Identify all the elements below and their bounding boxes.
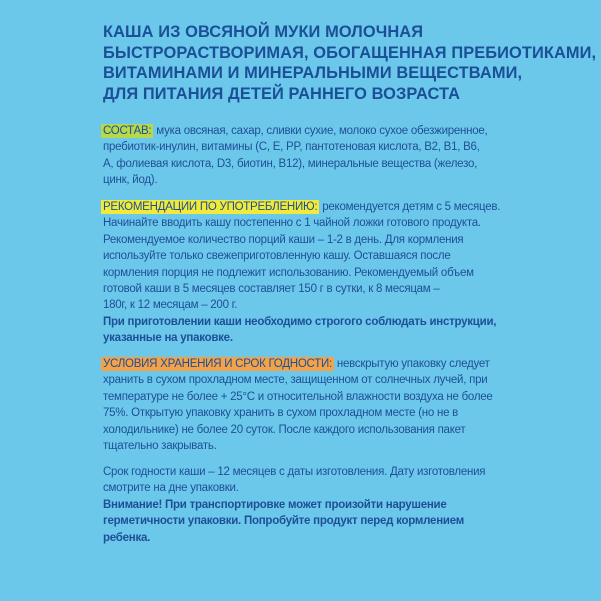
storage-text: температуре не более + 25°С и относительной влажности воздуха не более <box>103 390 493 403</box>
storage-text: тщательно закрывать. <box>103 440 217 453</box>
storage-text: невскрытую упаковку следует <box>333 358 490 370</box>
storage-label: УСЛОВИЯ ХРАНЕНИЯ И СРОК ГОДНОСТИ: <box>103 358 332 370</box>
usage-text: используйте только свежеприготовленную кашу. Оставшаяся после <box>103 250 451 263</box>
product-title <box>103 22 597 104</box>
title-line: ВИТАМИНАМИ И МИНЕРАЛЬНЫМИ ВЕЩЕСТВАМИ, <box>103 64 523 82</box>
composition-text: пребиотик-инулин, витамины (С, Е, PP, пантотеновая кислота, В2, В1, В6, <box>103 141 480 154</box>
storage-section <box>103 356 513 454</box>
usage-text: Начинайте вводить кашу постепенно с 1 чайной ложки готового продукта. <box>103 217 481 230</box>
usage-text: готовой каши в 5 месяцев составляет 150 г в сутки, к 8 месяцам – <box>103 283 440 296</box>
title-line: ДЛЯ ПИТАНИЯ ДЕТЕЙ РАННЕГО ВОЗРАСТА <box>103 84 461 103</box>
storage-text: холодильнике) не более 20 суток. После каждого использования пакет <box>103 423 466 436</box>
title-line: БЫСТРОРАСТВОРИМАЯ, ОБОГАЩЕННАЯ ПРЕБИОТИКАМИ, <box>103 43 597 62</box>
warning-text: Внимание! При транспортировке может произойти нарушение <box>103 498 447 511</box>
usage-instruction-bold: При приготовлении каши необходимо строгого соблюдать инструкции, <box>103 315 497 328</box>
composition-text: мука овсяная, сахар, сливки сухие, молоко сухое обезжиренное, <box>153 125 488 137</box>
usage-text: 180г, к 12 месяцам – 200 г. <box>103 299 238 312</box>
usage-text: кормления порция не подлежит использованию. Рекомендуемый объем <box>103 266 474 279</box>
composition-label: СОСТАВ: <box>103 125 152 137</box>
usage-label: РЕКОМЕНДАЦИИ ПО УПОТРЕБЛЕНИЮ: <box>103 201 318 213</box>
usage-text: Рекомендуемое количество порций каши – 1-2 в день. Для кормления <box>103 233 464 246</box>
warning-text: ребенка. <box>103 531 151 544</box>
usage-text: рекомендуется детям с 5 месяцев. <box>319 201 501 213</box>
composition-text: А, фолиевая кислота, D3, биотин, В12), минеральные вещества (железо, <box>103 157 478 170</box>
shelf-life-text: смотрите на дне упаковки. <box>103 482 239 495</box>
shelf-life-section <box>103 464 513 546</box>
usage-instruction-bold: указанные на упаковке. <box>103 332 233 345</box>
warning-text: герметичности упаковки. Попробуйте продукт перед кормлением <box>103 515 464 528</box>
shelf-life-text: Срок годности каши – 12 месяцев с даты изготовления. Дату изготовления <box>103 466 486 478</box>
title-line: КАША ИЗ ОВСЯНОЙ МУКИ МОЛОЧНАЯ <box>103 23 424 41</box>
composition-section <box>103 123 513 189</box>
composition-text: цинк, йод). <box>103 174 158 187</box>
usage-section <box>103 199 513 347</box>
storage-text: 75%. Открытую упаковку хранить в сухом прохладном месте (но не в <box>103 407 459 420</box>
storage-text: хранить в сухом прохладном месте, защищенном от солнечных лучей, при <box>103 374 488 387</box>
